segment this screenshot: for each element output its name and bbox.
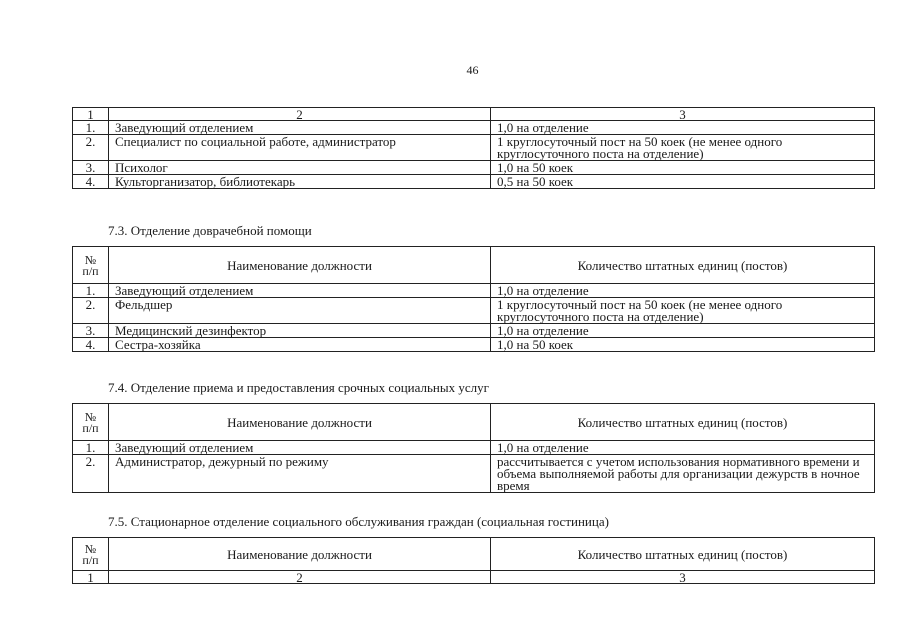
- header-position: Наименование должности: [109, 404, 491, 441]
- header-count: Количество штатных единиц (постов): [491, 538, 875, 571]
- staff-count: 1,0 на отделение: [491, 324, 875, 338]
- position-name: Заведующий отделением: [109, 441, 491, 455]
- staff-count: 1,0 на 50 коек: [491, 338, 875, 352]
- row-number: 2.: [73, 455, 109, 493]
- column-number: 1: [73, 108, 109, 121]
- staff-count: рассчитывается с учетом использования нормативного времени и объема выполняемой работы для организации дежурств в ночное время: [491, 455, 875, 493]
- position-name: Фельдшер: [109, 298, 491, 324]
- table-row: [73, 324, 875, 338]
- row-number: 2.: [73, 298, 109, 324]
- position-name: Заведующий отделением: [109, 121, 491, 135]
- column-number: 1: [73, 571, 109, 584]
- column-number: 3: [491, 571, 875, 584]
- header-number: № п/п: [73, 538, 109, 571]
- header-position: Наименование должности: [109, 247, 491, 284]
- table-row: [73, 121, 875, 135]
- position-name: Культорганизатор, библиотекарь: [109, 175, 491, 189]
- row-number: 1.: [73, 121, 109, 135]
- column-number: 2: [109, 108, 491, 121]
- header-number: № п/п: [73, 404, 109, 441]
- table-row: [73, 298, 875, 324]
- staff-count: 1 круглосуточный пост на 50 коек (не менее одного круглосуточного поста на отделение): [491, 135, 875, 161]
- staff-table-continued: [72, 107, 875, 189]
- page-number: 46: [466, 63, 479, 77]
- staff-count: 1 круглосуточный пост на 50 коек (не менее одного круглосуточного поста на отделение): [491, 298, 875, 324]
- table-header-row: [73, 538, 875, 571]
- row-number: 3.: [73, 161, 109, 175]
- section-title-7-4: 7.4. Отделение приема и предоставления срочных социальных услуг: [108, 380, 489, 395]
- column-number: 3: [491, 108, 875, 121]
- section-title-7-5: 7.5. Стационарное отделение социального обслуживания граждан (социальная гостиница): [108, 514, 609, 529]
- staff-count: 1,0 на отделение: [491, 121, 875, 135]
- position-name: Психолог: [109, 161, 491, 175]
- table-row: [73, 455, 875, 493]
- table-row: [73, 441, 875, 455]
- position-name: Специалист по социальной работе, администратор: [109, 135, 491, 161]
- table-header-row: [73, 404, 875, 441]
- column-numbering-row: [73, 571, 875, 584]
- row-number: 1.: [73, 441, 109, 455]
- header-number: № п/п: [73, 247, 109, 284]
- position-name: Медицинский дезинфектор: [109, 324, 491, 338]
- staff-count: 1,0 на отделение: [491, 284, 875, 298]
- staff-count: 1,0 на 50 коек: [491, 161, 875, 175]
- header-count: Количество штатных единиц (постов): [491, 404, 875, 441]
- row-number: 2.: [73, 135, 109, 161]
- staff-table-7-5: [72, 537, 875, 584]
- header-position: Наименование должности: [109, 538, 491, 571]
- column-number: 2: [109, 571, 491, 584]
- staff-count: 1,0 на отделение: [491, 441, 875, 455]
- row-number: 3.: [73, 324, 109, 338]
- row-number: 4.: [73, 175, 109, 189]
- header-count: Количество штатных единиц (постов): [491, 247, 875, 284]
- row-number: 1.: [73, 284, 109, 298]
- staff-count: 0,5 на 50 коек: [491, 175, 875, 189]
- position-name: Заведующий отделением: [109, 284, 491, 298]
- table-row: [73, 175, 875, 189]
- staff-table-7-4: [72, 403, 875, 493]
- staff-table-7-3: [72, 246, 875, 352]
- position-name: Администратор, дежурный по режиму: [109, 455, 491, 493]
- table-row: [73, 284, 875, 298]
- table-row: [73, 338, 875, 352]
- table-header-row: [73, 247, 875, 284]
- table-row: [73, 135, 875, 161]
- position-name: Сестра-хозяйка: [109, 338, 491, 352]
- column-numbering-row: [73, 108, 875, 121]
- section-title-7-3: 7.3. Отделение доврачебной помощи: [108, 223, 312, 238]
- table-row: [73, 161, 875, 175]
- row-number: 4.: [73, 338, 109, 352]
